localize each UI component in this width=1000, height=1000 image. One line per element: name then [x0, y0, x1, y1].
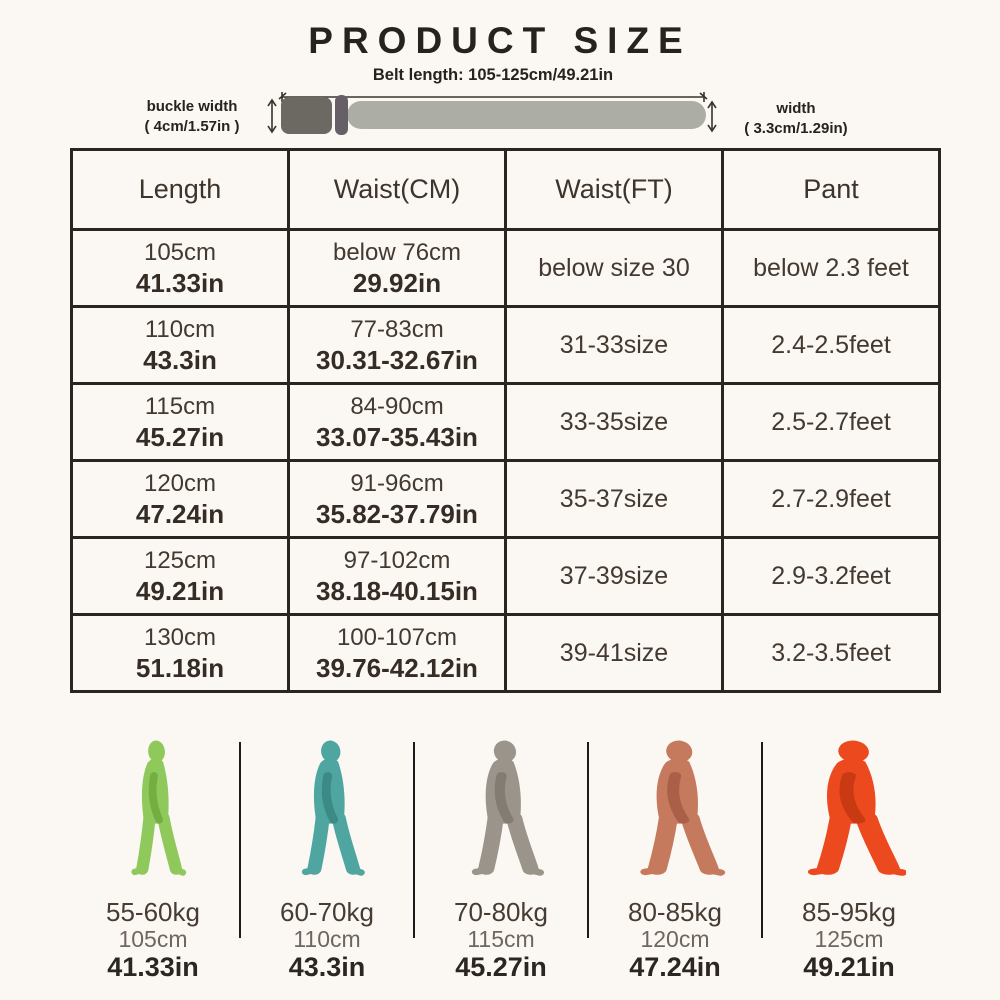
figure-weight-label: 60-70kg: [280, 897, 374, 927]
figure-weight-label: 55-60kg: [106, 897, 200, 927]
cell-waist-cm: 91-96cm 35.82-37.79in: [289, 461, 506, 538]
belt-buckle: [281, 97, 332, 134]
cell-waist-cm: 97-102cm 38.18-40.15in: [289, 538, 506, 615]
page-title: PRODUCT SIZE: [308, 20, 692, 61]
cell-length: 120cm 47.24in: [72, 461, 289, 538]
figure-divider: [587, 742, 589, 938]
header-length: Length: [72, 150, 289, 230]
belt-loop: [335, 95, 348, 135]
figure-length-cm-label: 120cm: [640, 926, 710, 952]
cell-waist-ft: 33-35size: [506, 384, 723, 461]
figure-column-80-85kg: [588, 736, 762, 986]
cell-waist-ft: 37-39size: [506, 538, 723, 615]
figure-length-in-label: 47.24in: [629, 952, 721, 982]
person-figure-icon: [270, 736, 383, 888]
cell-pant: below 2.3 feet: [723, 230, 940, 307]
belt-length-label: Belt length: 105-125cm/49.21in: [372, 66, 614, 84]
strap-width-arrow: [708, 102, 716, 131]
cell-waist-ft: 31-33size: [506, 307, 723, 384]
table-row: [72, 230, 940, 307]
figure-length-in-label: 43.3in: [288, 952, 366, 982]
person-figure-icon: [96, 736, 209, 888]
belt-diagram: [0, 60, 1000, 150]
cell-length: 125cm 49.21in: [72, 538, 289, 615]
cell-waist-cm: 100-107cm 39.76-42.12in: [289, 615, 506, 692]
cell-waist-ft: 39-41size: [506, 615, 723, 692]
person-figure-icon: [618, 736, 731, 888]
table-row: [72, 461, 940, 538]
buckle-width-arrow: [268, 100, 276, 132]
cell-pant: 3.2-3.5feet: [723, 615, 940, 692]
figure-length-cm-label: 125cm: [814, 926, 884, 952]
figure-weight-label: 80-85kg: [628, 897, 722, 927]
person-figure-icon: [792, 736, 905, 888]
cell-length: 110cm 43.3in: [72, 307, 289, 384]
table-row: [72, 538, 940, 615]
figure-column-55-60kg: [66, 736, 240, 986]
cell-pant: 2.4-2.5feet: [723, 307, 940, 384]
cell-pant: 2.7-2.9feet: [723, 461, 940, 538]
figure-divider: [761, 742, 763, 938]
strap-width-label-line1: width: [776, 100, 816, 117]
figure-divider: [239, 742, 241, 938]
figure-divider: [413, 742, 415, 938]
cell-waist-ft: below size 30: [506, 230, 723, 307]
figure-weight-label: 85-95kg: [802, 897, 896, 927]
person-figure-icon: [444, 736, 557, 888]
cell-length: 130cm 51.18in: [72, 615, 289, 692]
strap-width-label-line2: ( 3.3cm/1.29in): [744, 120, 848, 137]
cell-waist-cm: below 76cm 29.92in: [289, 230, 506, 307]
figure-length-in-label: 49.21in: [803, 952, 895, 982]
table-row: [72, 307, 940, 384]
table-row: [72, 615, 940, 692]
figure-length-cm-label: 110cm: [293, 926, 361, 952]
cell-waist-ft: 35-37size: [506, 461, 723, 538]
figure-length-cm-label: 105cm: [118, 926, 188, 952]
belt-strap: [347, 101, 706, 129]
figure-length-cm-label: 115cm: [467, 926, 535, 952]
cell-length: 115cm 45.27in: [72, 384, 289, 461]
size-table: [70, 148, 941, 693]
cell-waist-cm: 84-90cm 33.07-35.43in: [289, 384, 506, 461]
cell-pant: 2.9-3.2feet: [723, 538, 940, 615]
buckle-width-label-line2: ( 4cm/1.57in ): [144, 118, 240, 135]
cell-waist-cm: 77-83cm 30.31-32.67in: [289, 307, 506, 384]
figure-length-in-label: 41.33in: [107, 952, 199, 982]
header-pant: Pant: [723, 150, 940, 230]
figure-weight-label: 70-80kg: [454, 897, 548, 927]
figure-length-in-label: 45.27in: [455, 952, 547, 982]
figure-column-70-80kg: [414, 736, 588, 986]
figure-column-85-95kg: [762, 736, 936, 986]
size-table-header-row: [72, 150, 940, 230]
cell-length: 105cm 41.33in: [72, 230, 289, 307]
header-waist-ft: Waist(FT): [506, 150, 723, 230]
weight-figure-section: [66, 736, 936, 986]
cell-pant: 2.5-2.7feet: [723, 384, 940, 461]
table-row: [72, 384, 940, 461]
figure-column-60-70kg: [240, 736, 414, 986]
header-waist-cm: Waist(CM): [289, 150, 506, 230]
buckle-width-label-line1: buckle width: [146, 98, 238, 115]
